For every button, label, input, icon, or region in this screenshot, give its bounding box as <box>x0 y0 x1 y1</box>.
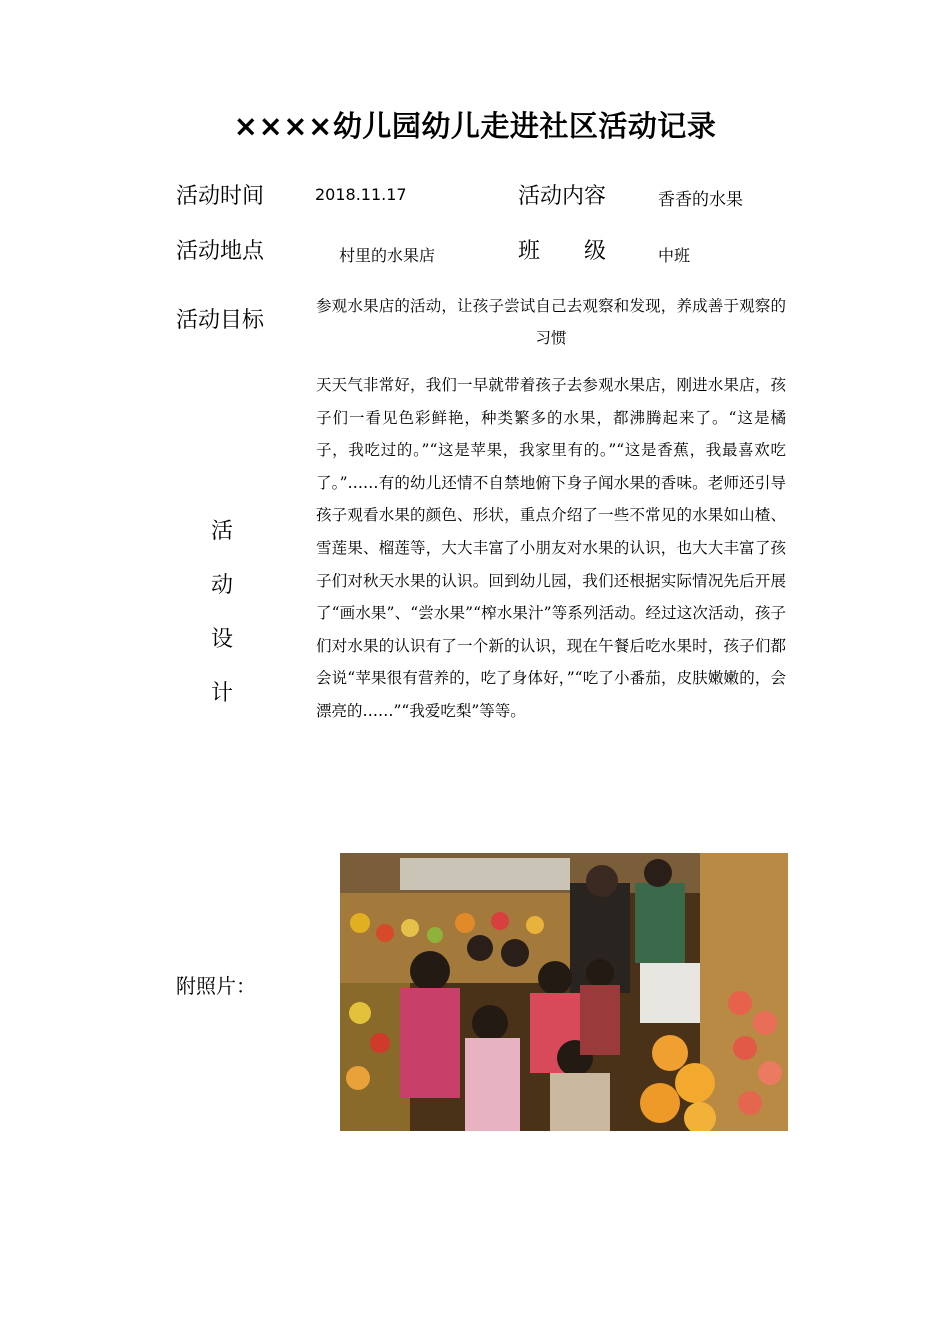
content-label: 活动内容 <box>518 184 607 209</box>
time-value: 2018.11.17 <box>315 185 407 204</box>
design-label-char: 动 <box>210 573 233 598</box>
goal-text: 参观水果店的活动，让孩子尝试自己去观察和发现，养成善于观察的习惯 <box>316 297 786 347</box>
content-value: 香香的水果 <box>658 190 743 210</box>
place-label: 活动地点 <box>176 239 265 264</box>
place-value: 村里的水果店 <box>339 246 436 265</box>
photo-illustration <box>340 853 788 1131</box>
page-title: ××××幼儿园幼儿走进社区活动记录 <box>233 109 717 143</box>
design-label-char: 设 <box>210 627 233 652</box>
photo-label: 附照片： <box>176 974 256 998</box>
class-label: 班 级 <box>518 239 607 264</box>
class-value: 中班 <box>658 246 691 265</box>
activity-photo <box>340 853 788 1131</box>
design-label-char: 活 <box>210 519 233 544</box>
design-text: 天天气非常好，我们一早就带着孩子去参观水果店，刚进水果店，孩子们一看见色彩鲜艳，种类繁多的水果，都沸腾起来了。“这是橘子，我吃过的。”“这是苹果，我家里有的。”“这是香蕉，我最喜欢吃了。”……有的幼儿还情不自禁地俯下身子闻水果的香味。老师还引导孩子观看水果的颜色、形状，重点介绍了一些不常见的水果如山楂、雪莲果、榴莲等，大大丰富了小朋友对水果的认识，也大大丰富了孩子们对秋天水果的认识。回到幼儿园，我们还根据实际情况先后开展了“画水果”、“尝水果”“榨水果汁”等系列活动。经过这次活动，孩子们对水果的认识有了一个新的认识，现在午餐后吃水果时，孩子们都会说“苹果很有营养的，吃了身体好，”“吃了小番茄，皮肤嫩嫩的，会漂亮的……”“我爱吃梨”等等。 <box>316 376 786 720</box>
design-label <box>207 505 237 721</box>
design-label-char: 计 <box>210 681 233 706</box>
goal-label: 活动目标 <box>176 308 265 333</box>
time-label: 活动时间 <box>176 184 265 209</box>
